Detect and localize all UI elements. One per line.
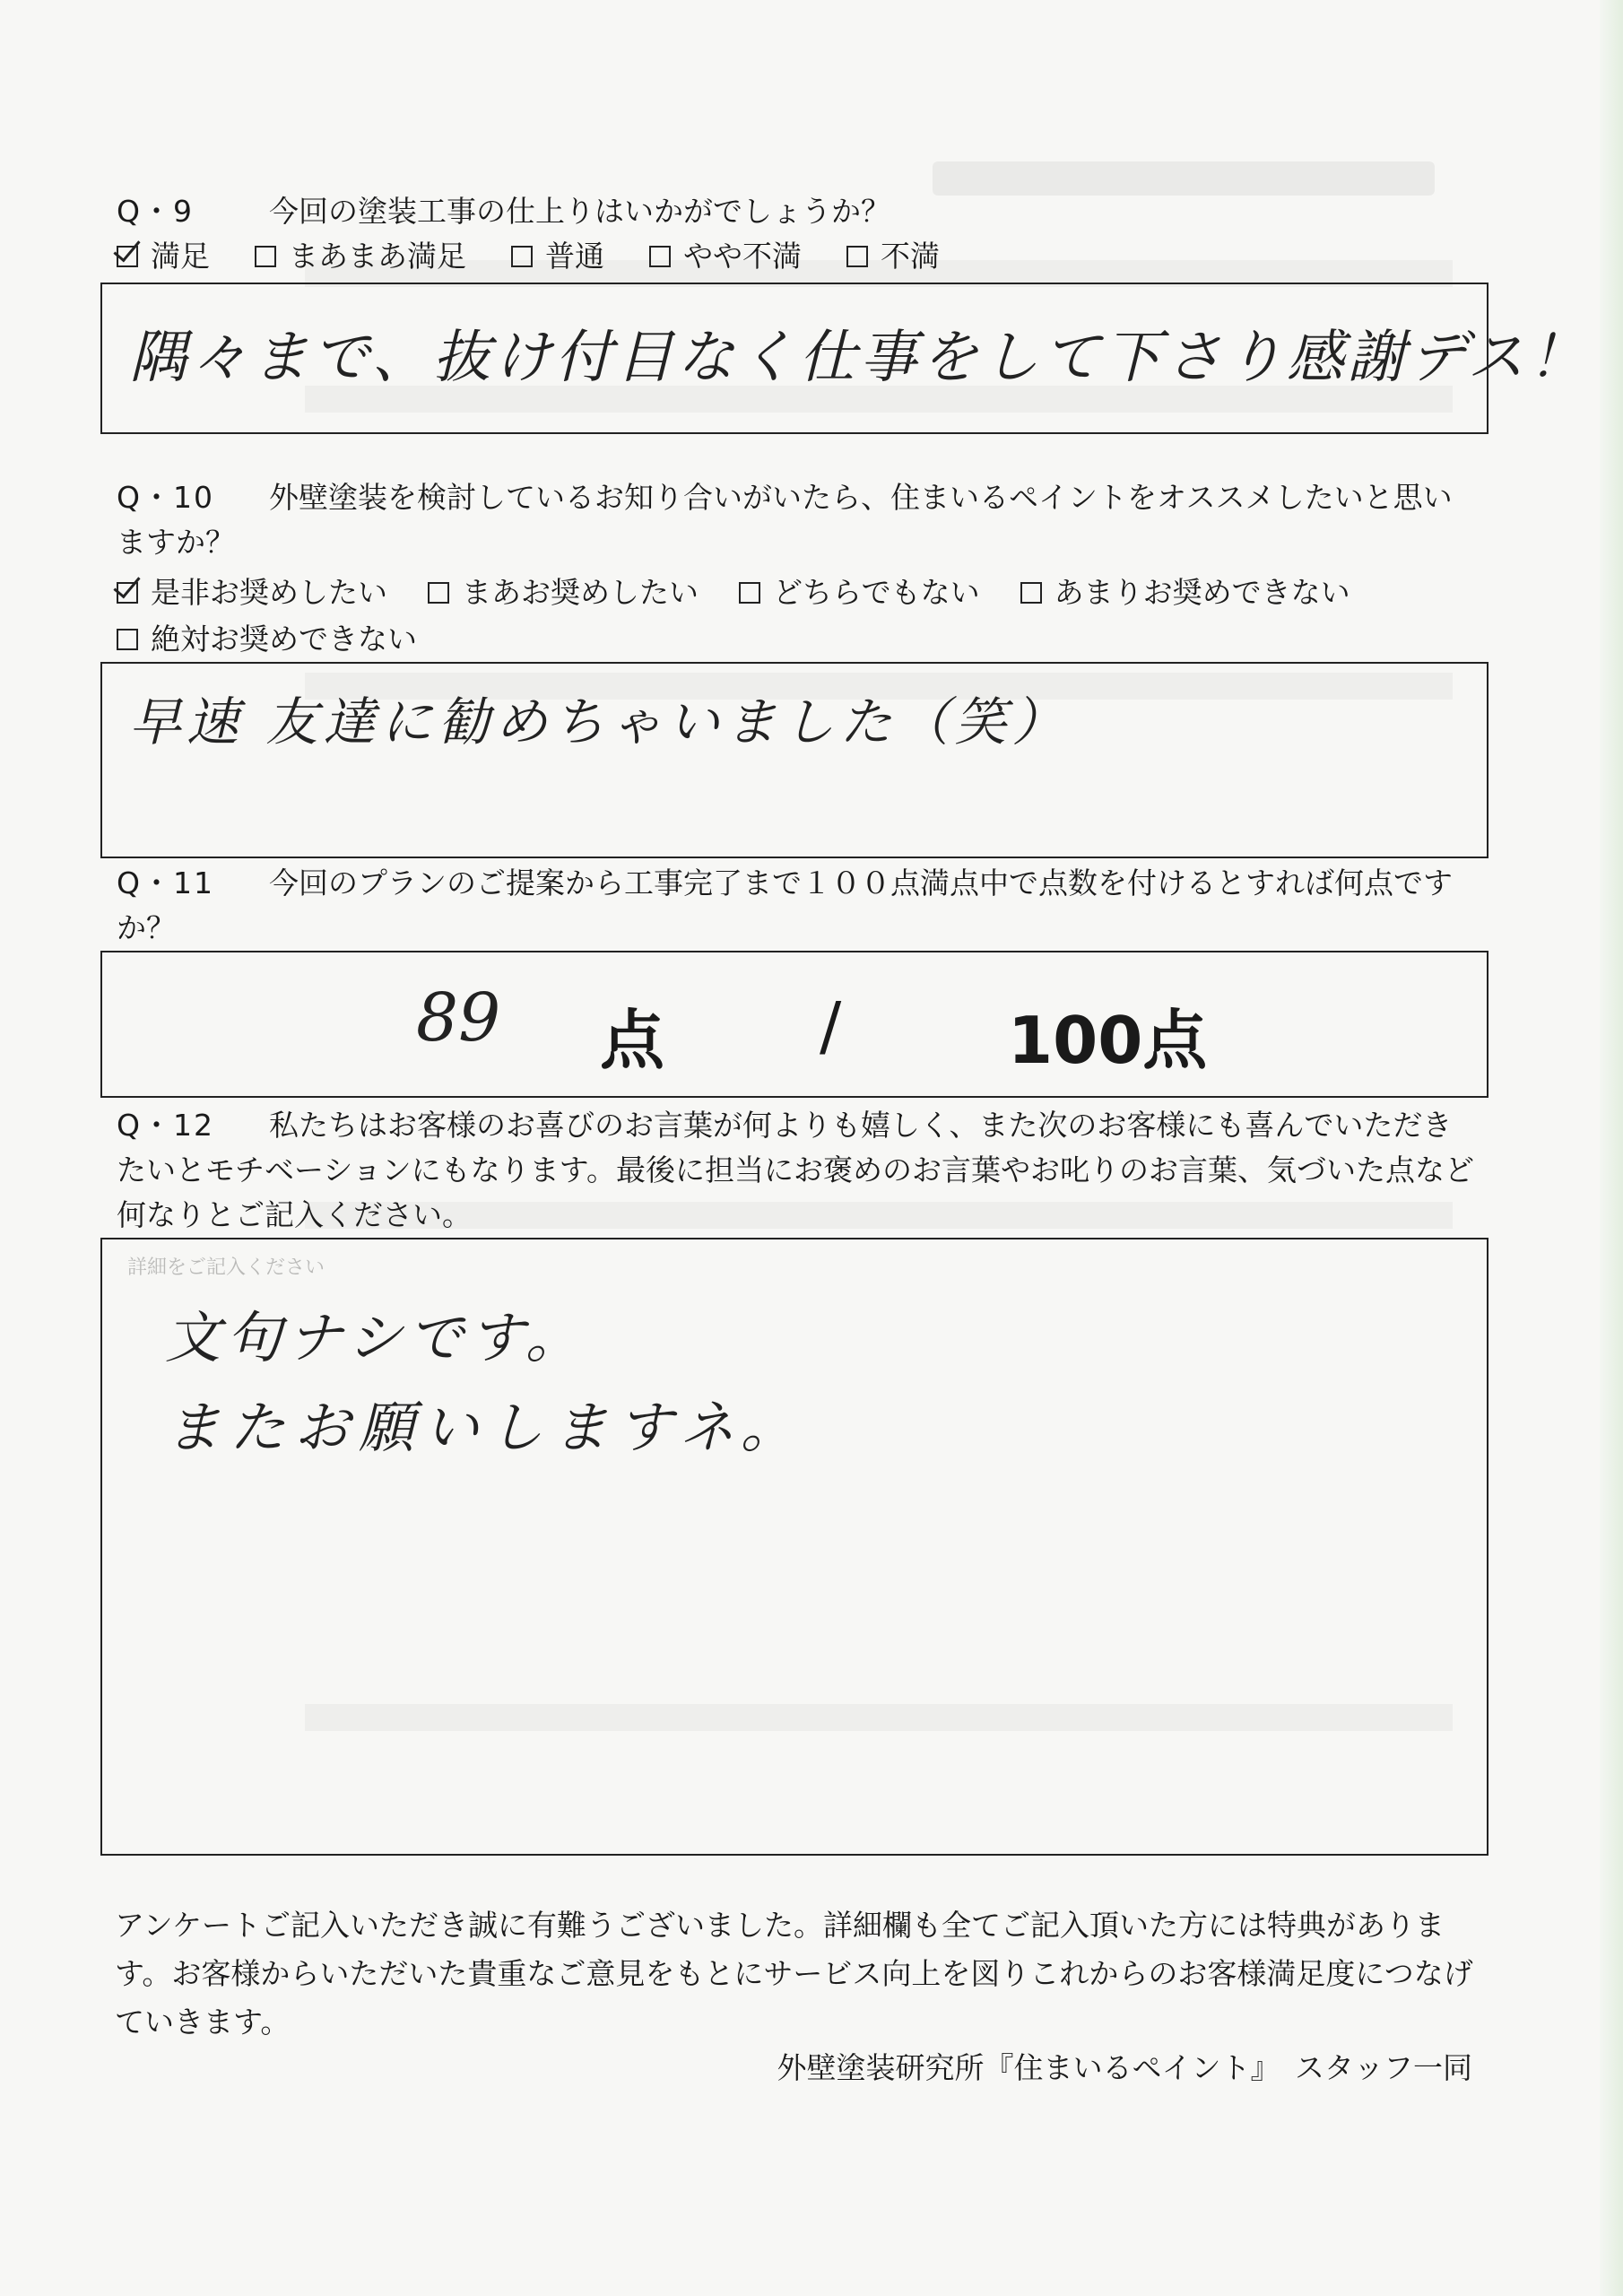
q11-score-unit: 点	[600, 1003, 665, 1078]
option-label: あまりお奨めできない	[1054, 575, 1350, 610]
checkbox-icon[interactable]	[1020, 582, 1042, 604]
checkbox-icon[interactable]	[846, 246, 868, 267]
footer-signature: 外壁塗装研究所『住まいるペイント』 スタッフ一同	[777, 2050, 1472, 2085]
q10-question	[117, 475, 1480, 565]
option-label: 是非お奨めしたい	[151, 575, 387, 610]
q9-option-fairly-satisfied[interactable]	[255, 238, 466, 275]
q9-question-text: 今回の塗装工事の仕上りはいかがでしょうか？	[269, 194, 890, 229]
q10-answer-box[interactable]	[100, 662, 1488, 858]
q10-option-neutral[interactable]	[739, 574, 980, 612]
q9-options	[117, 238, 985, 275]
q10-handwritten-answer: 早速 友達に勧めちゃいました（笑）	[129, 691, 1070, 752]
q9-handwritten-answer: 隅々まで、抜け付目なく仕事をして下さり感謝デス！	[129, 325, 1590, 391]
q11-handwritten-score: 89	[416, 979, 501, 1057]
q9-option-slightly-dissatisfied[interactable]	[649, 238, 802, 275]
option-label: まあまあ満足	[289, 239, 466, 274]
q10-options-row2	[117, 621, 462, 658]
footer-thanks: アンケートご記入いただき誠に有難うございました。詳細欄も全てご記入頂いた方には特典があります。お客様からいただいた貴重なご意見をもとにサービス向上を図りこれからのお客様満足度につなげていきます。	[115, 1908, 1473, 2039]
q12-placeholder: 詳細をご記入ください	[127, 1257, 325, 1279]
q11-number: Q・11	[117, 865, 214, 900]
checkbox-icon[interactable]	[428, 582, 449, 604]
q9-number: Q・9	[117, 194, 194, 229]
option-label: 不満	[881, 239, 940, 274]
q12-question-text: 私たちはお客様のお喜びのお言葉が何よりも嬉しく、また次のお客様にも喜んでいただきたいとモチベーションにもなります。最後に担当にお褒めのお言葉やお叱りのお言葉、気づいた点など何なりとご記入ください。	[117, 1108, 1475, 1232]
q12-handwritten-line2: またお願いしますネ。	[165, 1395, 805, 1460]
q9-option-satisfied[interactable]	[117, 238, 210, 275]
q10-option-somewhat[interactable]	[428, 574, 699, 612]
q10-question-text: 外壁塗装を検討しているお知り合いがいたら、住まいるペイントをオススメしたいと思いますか？	[117, 480, 1453, 560]
option-label: 満足	[151, 239, 210, 274]
q9-question	[117, 193, 890, 230]
checkbox-icon[interactable]	[117, 629, 138, 650]
q12-number: Q・12	[117, 1108, 214, 1143]
checkbox-checked-icon[interactable]	[117, 582, 138, 604]
checkbox-checked-icon[interactable]	[117, 246, 138, 267]
q10-option-recommend[interactable]	[117, 574, 387, 612]
q12-handwritten-line1: 文句ナシです。	[165, 1305, 586, 1370]
option-label: まあお奨めしたい	[462, 575, 699, 610]
q9-option-dissatisfied[interactable]	[846, 238, 940, 275]
checkbox-icon[interactable]	[255, 246, 276, 267]
q10-number: Q・10	[117, 480, 214, 515]
q12-question	[117, 1103, 1480, 1238]
option-label: どちらでもない	[773, 575, 980, 610]
q9-answer-box[interactable]	[100, 283, 1590, 434]
q11-max-score: 100点	[1008, 1003, 1208, 1078]
q12-answer-box[interactable]	[100, 1238, 1488, 1856]
option-label: 普通	[545, 239, 604, 274]
q10-option-not-really[interactable]	[1020, 574, 1350, 612]
checkbox-icon[interactable]	[739, 582, 760, 604]
checkbox-icon[interactable]	[511, 246, 533, 267]
page-edge	[1600, 0, 1623, 2296]
q9-option-normal[interactable]	[511, 238, 604, 275]
q11-slash: /	[820, 988, 842, 1064]
q11-question-text: 今回のプランのご提案から工事完了まで１００点満点中で点数を付けるとすれば何点ですか？	[117, 865, 1453, 945]
q11-answer-box[interactable]	[100, 951, 1488, 1098]
option-label: 絶対お奨めできない	[151, 622, 417, 657]
q10-option-never[interactable]	[117, 621, 417, 658]
q11-question	[117, 861, 1480, 951]
option-label: やや不満	[683, 239, 802, 274]
checkbox-icon[interactable]	[649, 246, 671, 267]
q10-options	[117, 574, 1350, 612]
